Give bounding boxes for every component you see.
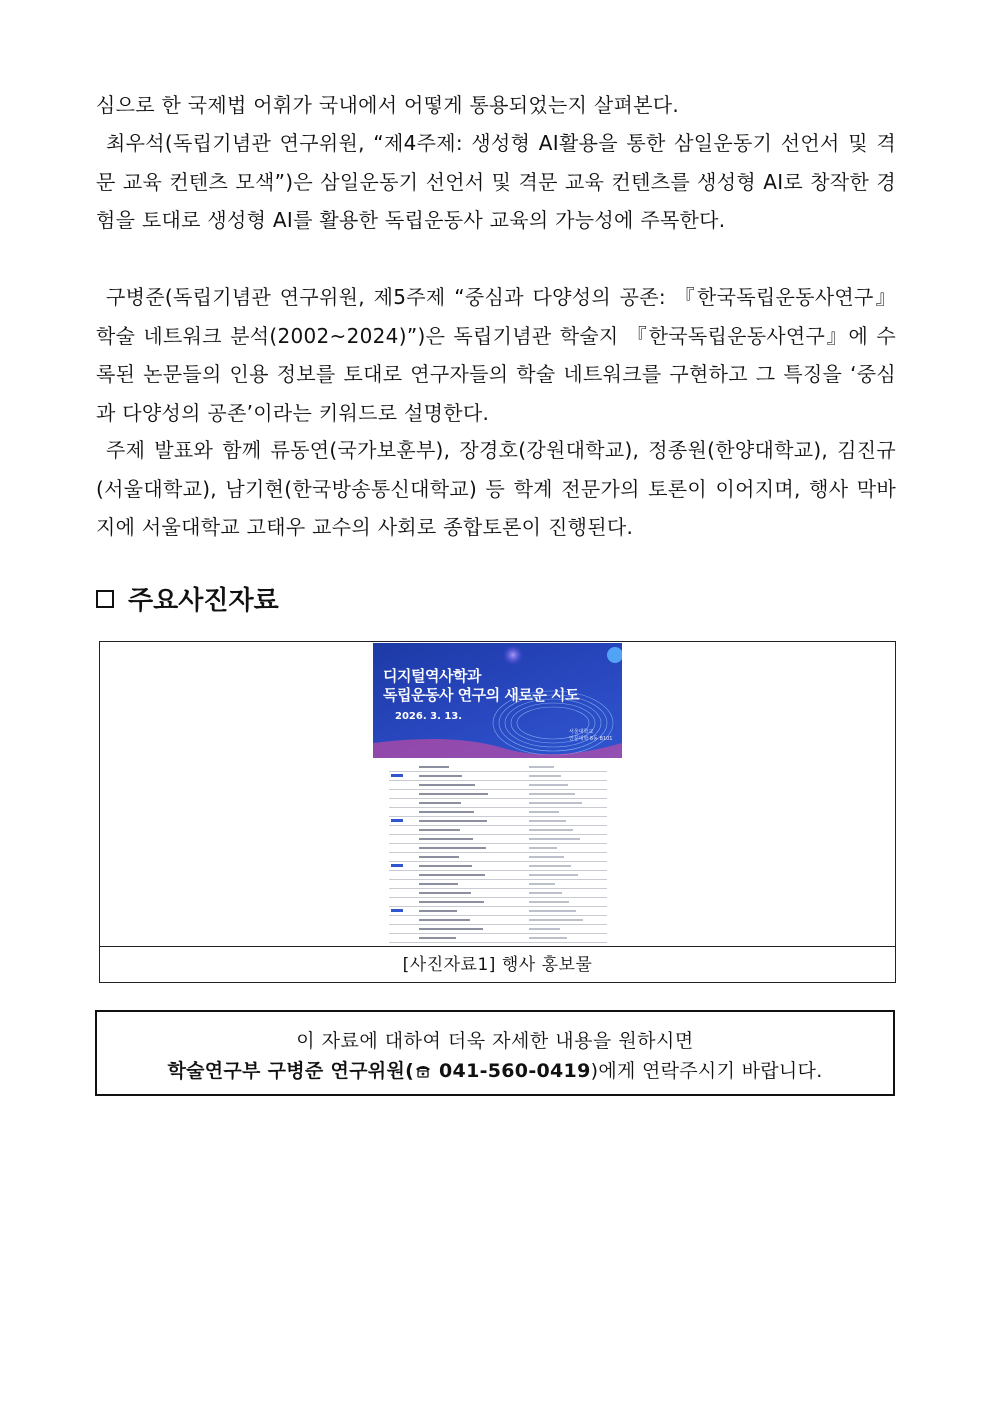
poster-program-row bbox=[389, 853, 607, 862]
poster-program-row bbox=[389, 844, 607, 853]
poster-program-row bbox=[389, 862, 607, 871]
poster-program-row bbox=[389, 943, 607, 945]
poster-program-speaker bbox=[529, 892, 562, 894]
poster-title-line1: 디지털역사학과 bbox=[383, 667, 481, 685]
poster-program-text bbox=[419, 793, 488, 795]
poster-program-speaker bbox=[529, 919, 583, 921]
section-heading bbox=[96, 580, 279, 617]
contact-line-2 bbox=[97, 1056, 893, 1083]
contact-box bbox=[95, 1010, 895, 1096]
poster-program-text bbox=[419, 766, 449, 768]
poster-title-line2: 독립운동사 연구의 새로운 시도 bbox=[383, 686, 580, 704]
body-paragraph-1: 심으로 한 국제법 어휘가 국내에서 어떻게 통용되었는지 살펴본다. bbox=[96, 93, 679, 117]
poster-header bbox=[373, 643, 622, 758]
body-paragraph-2 bbox=[96, 124, 896, 240]
poster-program-row bbox=[389, 817, 607, 826]
photo-table bbox=[99, 641, 896, 983]
table-divider bbox=[100, 946, 895, 947]
poster-program-text bbox=[419, 901, 484, 903]
poster-program-text bbox=[419, 784, 475, 786]
poster-program-speaker bbox=[529, 802, 582, 804]
poster-program-row bbox=[389, 889, 607, 898]
poster-program-text bbox=[419, 838, 473, 840]
poster-program-row bbox=[389, 898, 607, 907]
poster-program-text bbox=[419, 937, 456, 939]
event-poster-image bbox=[373, 643, 622, 945]
poster-program-text bbox=[419, 811, 474, 813]
poster-date: 2026. 3. 13. bbox=[395, 711, 463, 722]
body-paragraph-3 bbox=[96, 278, 896, 432]
poster-program-speaker bbox=[529, 874, 578, 876]
poster-program-text bbox=[419, 865, 472, 867]
body-paragraph-4-text: 주제 발표와 함께 류동연(국가보훈부), 장경호(강원대학교), 정종원(한양대학교), 김진규(서울대학교), 남기현(한국방송통신대학교) 등 학계 전문가의 토론이 이어지며, 행사 막바지에 서울대학교 고태우 교수의 사회로 종합토론이 진행된다. bbox=[96, 438, 896, 539]
poster-program-speaker bbox=[529, 847, 557, 849]
poster-program-label bbox=[391, 774, 403, 777]
poster-program-row bbox=[389, 799, 607, 808]
poster-program-speaker bbox=[529, 784, 568, 786]
poster-program-speaker bbox=[529, 865, 571, 867]
poster-program-row bbox=[389, 763, 607, 772]
poster-program-text bbox=[419, 919, 470, 921]
body-paragraph-3-text: 구병준(독립기념관 연구위원, 제5주제 “중심과 다양성의 공존: 『한국독립운동사연구』 학술 네트워크 분석(2002~2024)”)은 독립기념관 학술지 『한국독립운동사연구』에 수록된 논문들의 인용 정보를 토대로 연구자들의 학술 네트워크를 구현하고 그 특징을 ‘중심과 다양성의 공존’이라는 키워드로 설명한다. bbox=[96, 285, 896, 425]
photo-caption: [사진자료1] 행사 홍보물 bbox=[402, 955, 593, 975]
poster-program-row bbox=[389, 880, 607, 889]
poster-program-text bbox=[419, 802, 461, 804]
poster-program-row bbox=[389, 790, 607, 799]
poster-program-row bbox=[389, 772, 607, 781]
phone-icon bbox=[414, 1064, 432, 1078]
poster-program-speaker bbox=[529, 793, 575, 795]
square-bullet-icon bbox=[96, 590, 114, 608]
poster-program-row bbox=[389, 835, 607, 844]
poster-program-speaker bbox=[529, 838, 580, 840]
section-title: 주요사진자료 bbox=[128, 586, 279, 616]
poster-program-row bbox=[389, 934, 607, 943]
poster-program-text bbox=[419, 847, 486, 849]
poster-program-row bbox=[389, 916, 607, 925]
poster-program-row bbox=[389, 907, 607, 916]
poster-program-row bbox=[389, 808, 607, 817]
poster-program-text bbox=[419, 856, 459, 858]
poster-program-speaker bbox=[529, 856, 564, 858]
contact-phone: 041-560-0419 bbox=[432, 1060, 591, 1082]
poster-venue bbox=[569, 729, 612, 743]
contact-line-2-end: )에게 연락주시기 바랍니다. bbox=[590, 1060, 823, 1082]
poster-program-speaker bbox=[529, 910, 576, 912]
poster-program-speaker bbox=[529, 937, 567, 939]
poster-program-label bbox=[391, 864, 403, 867]
poster-program-row bbox=[389, 925, 607, 934]
poster-program-text bbox=[419, 910, 457, 912]
body-paragraph-4 bbox=[96, 431, 896, 547]
contact-line-1: 이 자료에 대하여 더욱 자세한 내용을 원하시면 bbox=[296, 1030, 694, 1052]
poster-program-speaker bbox=[529, 928, 560, 930]
poster-program-speaker bbox=[529, 775, 561, 777]
poster-program-row bbox=[389, 871, 607, 880]
poster-program-speaker bbox=[529, 883, 555, 885]
contact-name: 학술연구부 구병준 연구위원( bbox=[167, 1060, 415, 1082]
poster-program-text bbox=[419, 775, 462, 777]
poster-program-speaker bbox=[529, 766, 554, 768]
poster-program-speaker bbox=[529, 820, 566, 822]
poster-program-speaker bbox=[529, 811, 559, 813]
poster-program-label bbox=[391, 909, 403, 912]
poster-venue-line2: 인문대학 8동 B101 bbox=[569, 736, 613, 742]
poster-program-text bbox=[419, 829, 460, 831]
poster-program-text bbox=[419, 928, 483, 930]
poster-program-text bbox=[419, 820, 487, 822]
poster-program-schedule bbox=[389, 763, 607, 945]
poster-program-text bbox=[419, 892, 471, 894]
poster-program-speaker bbox=[529, 829, 573, 831]
poster-program-text bbox=[419, 883, 458, 885]
poster-program-label bbox=[391, 819, 403, 822]
poster-program-text bbox=[419, 874, 485, 876]
poster-program-speaker bbox=[529, 901, 569, 903]
poster-venue-line1: 서울대학교 bbox=[569, 729, 594, 735]
poster-program-row bbox=[389, 826, 607, 835]
poster-program-row bbox=[389, 781, 607, 790]
body-paragraph-2-text: 최우석(독립기념관 연구위원, “제4주제: 생성형 AI활용을 통한 삼일운동기 선언서 및 격문 교육 컨텐츠 모색”)은 삼일운동기 선언서 및 격문 교육 컨텐츠를 생성형 AI로 창작한 경험을 토대로 생성형 AI를 활용한 독립운동사 교육의 가능성에 주목한다. bbox=[96, 131, 896, 232]
